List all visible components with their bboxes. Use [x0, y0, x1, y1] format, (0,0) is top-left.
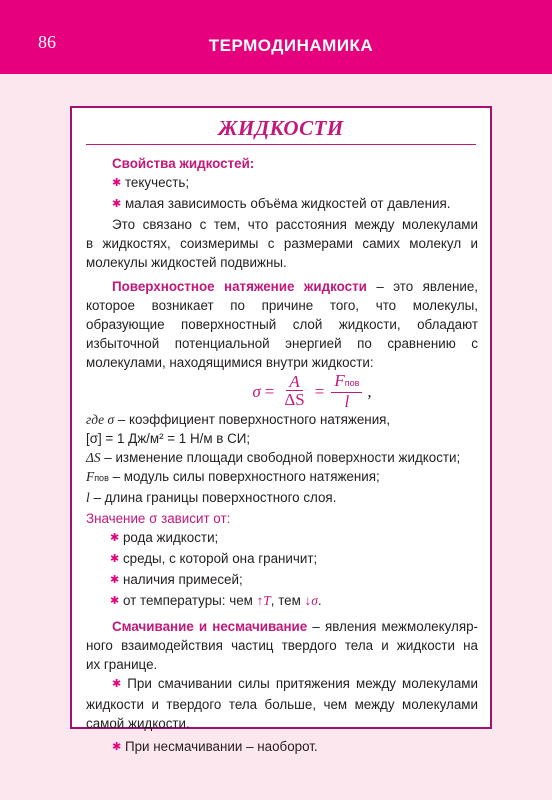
text-line: которое возникает по причине того, что молекулы, [86, 298, 478, 313]
text-line: избыточной потенциальной энергией по сравнению с [86, 336, 478, 351]
list-item: ✱ При смачивании силы притяжения между молекулами [112, 676, 478, 691]
list-item: ✱ рода жидкости; [110, 530, 219, 545]
bullet-icon: ✱ [110, 532, 120, 544]
page-header [0, 0, 552, 74]
fraction: $\frac{A}{\Delta S}$ [284, 372, 305, 409]
formula-legend: ΔS – изменение площади свободной поверхности жидкости; [86, 450, 461, 465]
list-item: ✱ среды, с которой она граничит; [110, 551, 318, 566]
title-divider [86, 144, 476, 145]
bullet-icon: ✱ [112, 198, 122, 210]
list-item: ✱ от температуры: чем ↑T, тем ↓σ. [110, 593, 322, 608]
surface-tension-heading: Поверхностное натяжение жидкости [112, 279, 367, 294]
surface-tension-definition: Поверхностное натяжение жидкости – это явление, [112, 279, 479, 294]
wetting-definition: Смачивание и несмачивание – явления межмолекуляр- [112, 619, 479, 634]
topic-card [70, 106, 492, 754]
text-line: образующие поверхностный слой жидкости, обладают [86, 317, 478, 332]
properties-heading: Свойства жидкостей: [112, 156, 255, 171]
text-line: их границе. [86, 657, 158, 672]
text-line: жидкости и твердого тела больше, чем между молекулами [86, 697, 478, 712]
fraction: $\frac{\text{Fпов}}{l}$ [331, 372, 362, 411]
bullet-icon: ✱ [112, 678, 122, 690]
topic-title: ЖИДКОСТИ [218, 116, 344, 140]
chapter-title: ТЕРМОДИНАМИКА [208, 36, 374, 55]
list-item: ✱ наличия примесей; [110, 572, 243, 587]
wetting-heading: Смачивание и несмачивание [112, 619, 308, 634]
page-number: 86 [38, 32, 56, 52]
bullet-icon: ✱ [112, 177, 122, 189]
bullet-icon: ✱ [110, 574, 120, 586]
text-line: Это связано с тем, что расстояния между молекулами [112, 217, 478, 232]
unit-line: [σ] = 1 Дж/м² = 1 Н/м в СИ; [86, 431, 251, 446]
text-line: молекулами, находящимися внутри жидкости: [86, 355, 374, 370]
formula-legend: l – длина границы поверхностного слоя. [86, 490, 337, 505]
formula-legend: Fпов – модуль силы поверхностного натяжения; [86, 469, 380, 484]
depends-heading: Значение σ зависит от: [86, 511, 231, 526]
formula-legend: где σ – коэффициент поверхностного натяжения, [86, 412, 391, 427]
text-line: ного взаимодействия частиц твердого тела и жидкости на [86, 638, 478, 653]
text-line: самой жидкости. [86, 716, 190, 731]
bullet-icon: ✱ [110, 595, 120, 607]
bullet-icon: ✱ [112, 741, 122, 753]
topic-content [86, 150, 478, 758]
bullet-icon: ✱ [110, 553, 120, 565]
text-line: молекулы жидкостей подвижны. [86, 255, 287, 270]
list-item: ✱ текучесть; [112, 175, 190, 190]
surface-tension-formula: σ = $\frac{A}{\Delta S}$ = $\frac{\text{Fпов}}{l}$ , [252, 370, 372, 411]
list-item: ✱ При несмачивании – наоборот. [112, 739, 318, 754]
text-line: в жидкостях, соизмеримы с размерами самих молекул и [86, 236, 478, 251]
list-item: ✱ малая зависимость объёма жидкостей от давления. [112, 196, 451, 211]
